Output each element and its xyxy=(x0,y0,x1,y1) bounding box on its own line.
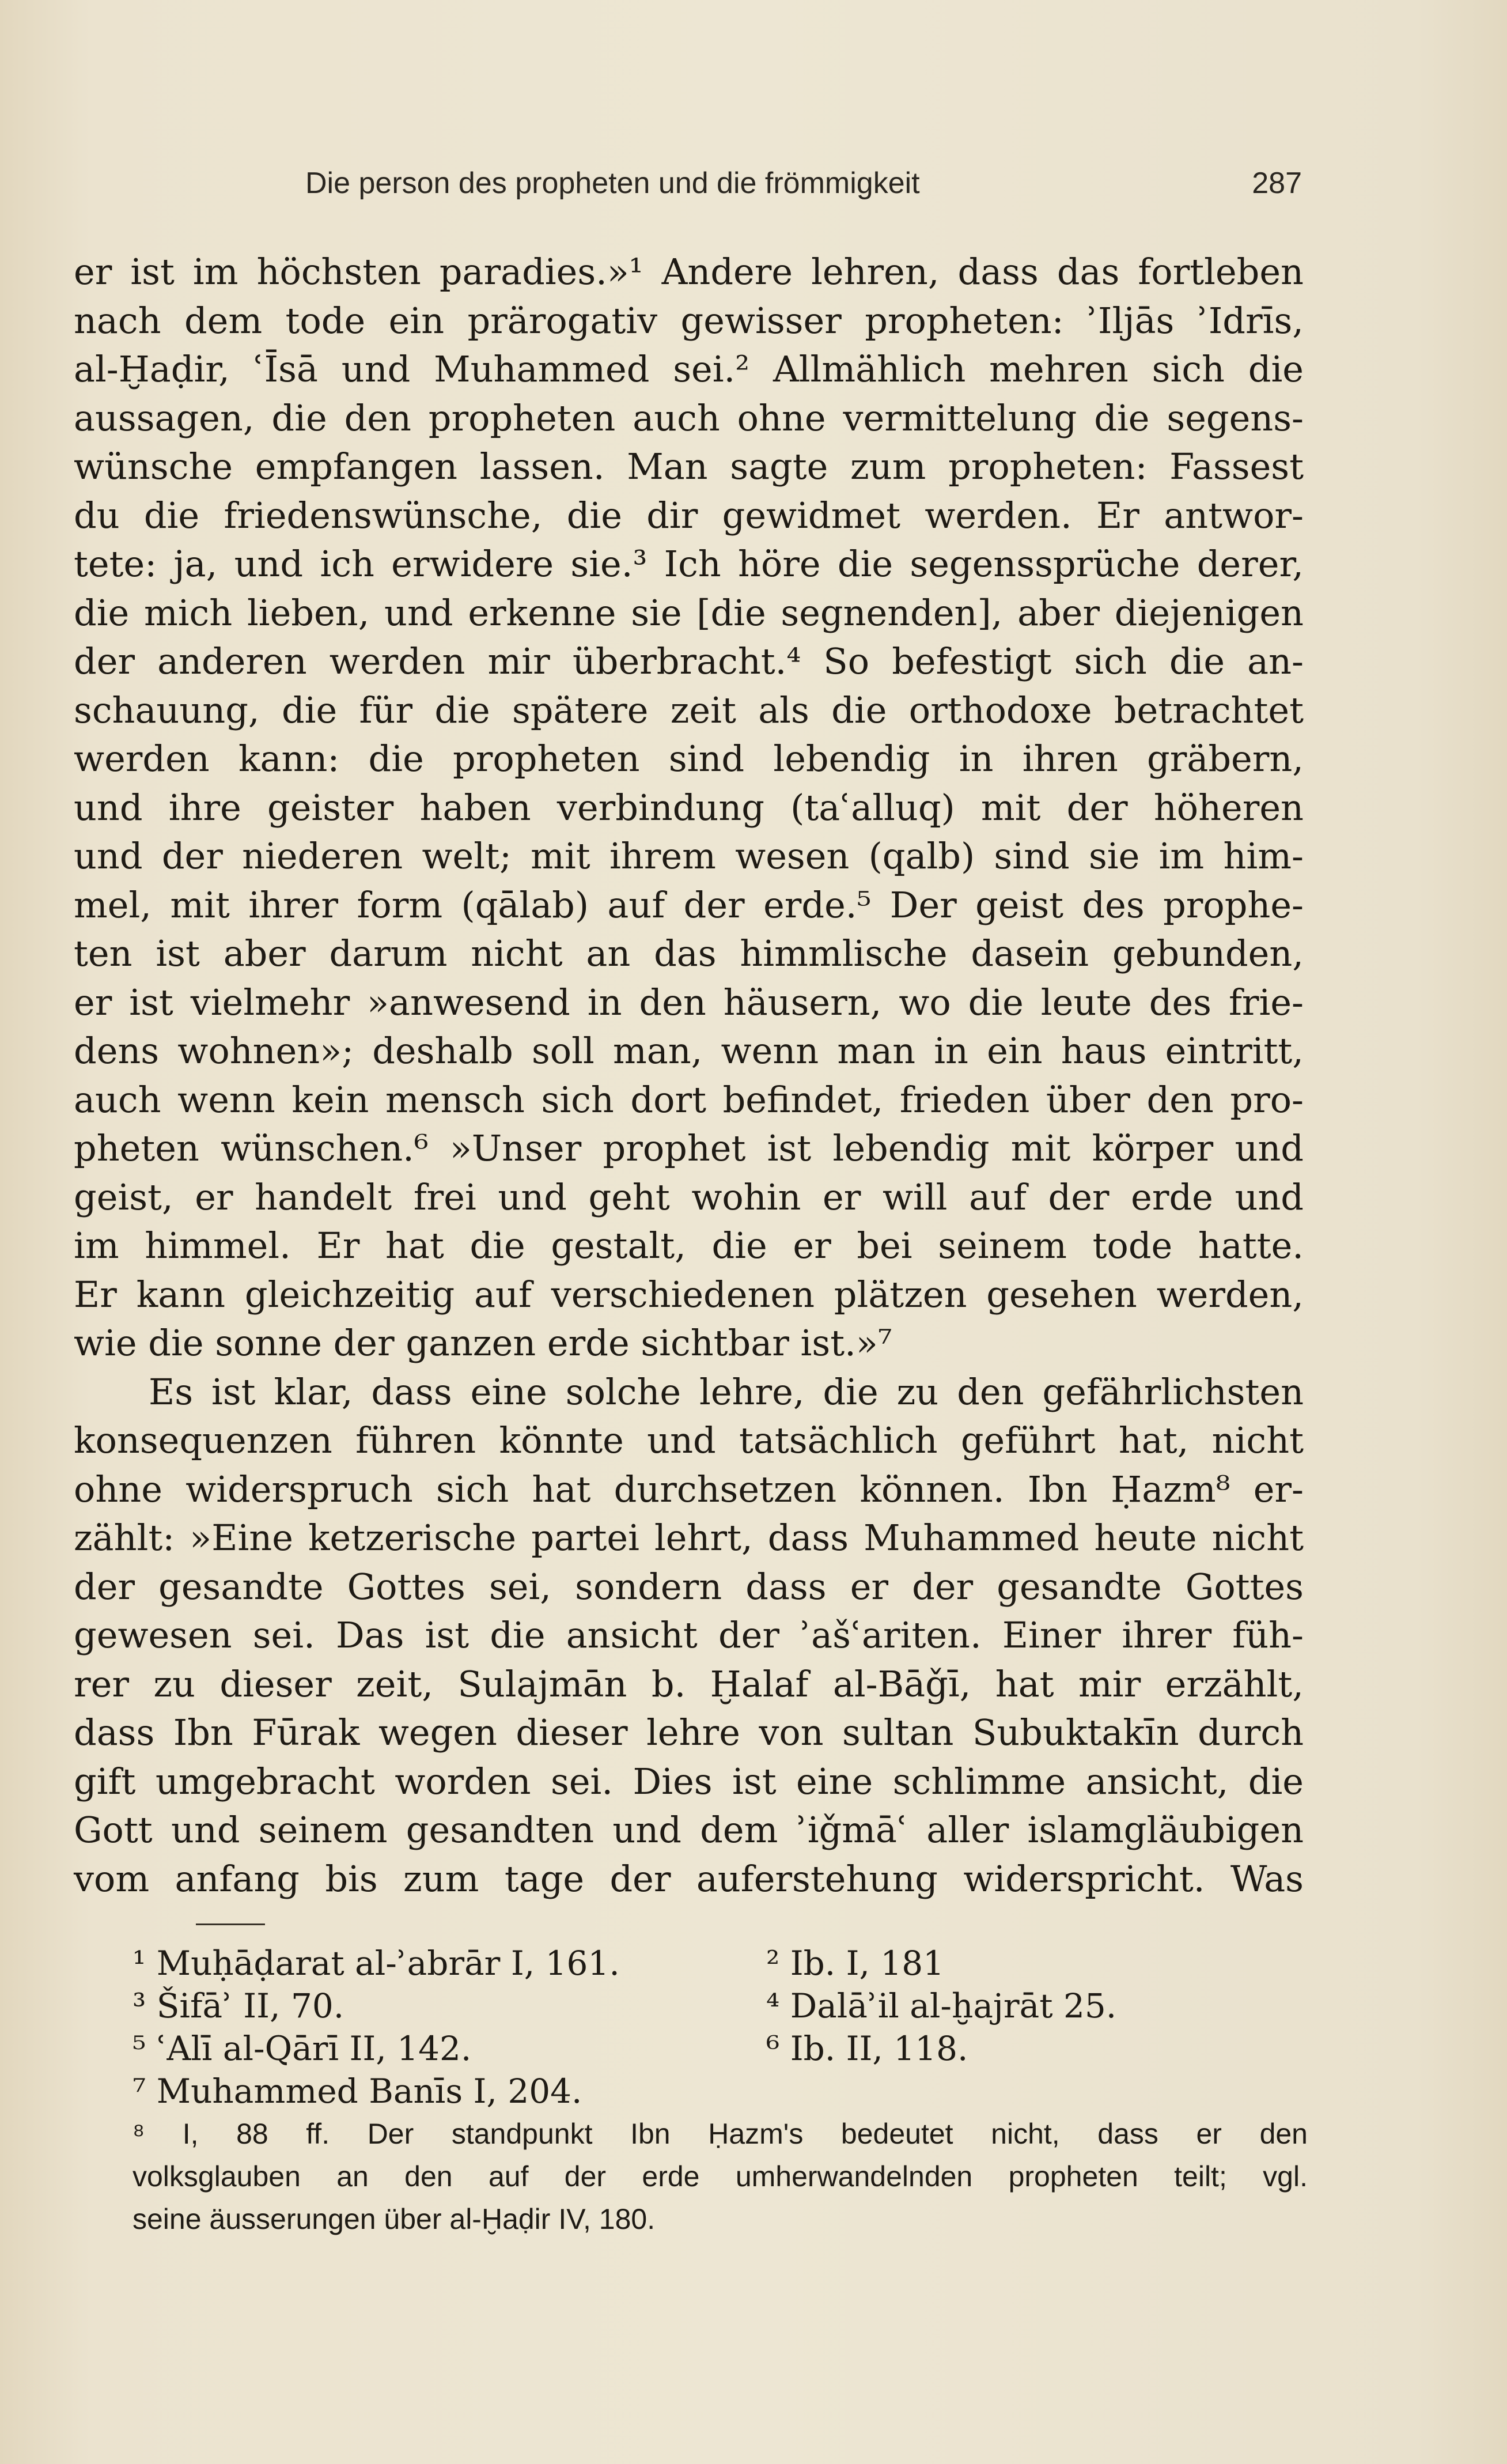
text-line: al-Ḫaḍir, ʿĪsā und Muhammed sei.² Allmählich mehren sich die xyxy=(74,348,1304,390)
text-line: vom anfang bis zum tage der auferstehung widerspricht. Was xyxy=(74,1857,1304,1900)
footnote-row xyxy=(132,1985,1308,2027)
text-line: dens wohnen»; deshalb soll man, wenn man in ein haus eintritt, xyxy=(74,1030,1304,1072)
footnote-8-line: seine äusserungen über al-Ḫaḍir IV, 180. xyxy=(132,2203,656,2235)
text-line: im himmel. Er hat die gestalt, die er bei seinem tode hatte. xyxy=(74,1225,1304,1267)
footnote-5: ⁵ ʿAlī al-Qārī II, 142. xyxy=(132,2029,472,2068)
text-line: und ihre geister haben verbindung (taʿalluq) mit der höheren xyxy=(74,786,1304,829)
text-line: und der niederen welt; mit ihrem wesen (qalb) sind sie im him- xyxy=(74,835,1304,877)
text-line: dass Ibn Fūrak wegen dieser lehre von sultan Subuktakīn durch xyxy=(74,1711,1304,1753)
text-line: Er kann gleichzeitig auf verschiedenen plätzen gesehen werden, xyxy=(74,1273,1304,1316)
footnote-row xyxy=(132,2070,1308,2112)
text-line: konsequenzen führen könnte und tatsächlich geführt hat, nicht xyxy=(74,1419,1304,1461)
text-line: er ist vielmehr »anwesend in den häusern, wo die leute des frie- xyxy=(74,981,1304,1023)
text-line: zählt: »Eine ketzerische partei lehrt, dass Muhammed heute nicht xyxy=(74,1517,1304,1559)
footnote-4: ⁴ Dalāʾil al-ḫajrāt 25. xyxy=(766,1986,1117,2025)
text-line: ten ist aber darum nicht an das himmlische dasein gebunden, xyxy=(74,932,1304,974)
text-line: geist, er handelt frei und geht wohin er will auf der erde und xyxy=(74,1176,1304,1218)
footnote-row xyxy=(132,2027,1308,2070)
footnote-8-line: ⁸ I, 88 ff. Der standpunkt Ibn Ḥazm's bedeutet nicht, dass er den xyxy=(132,2118,1308,2150)
footnote-6: ⁶ Ib. II, 118. xyxy=(766,2029,968,2068)
text-line: ohne widerspruch sich hat durchsetzen können. Ibn Ḥazm⁸ er- xyxy=(74,1468,1304,1510)
text-line: mel, mit ihrer form (qālab) auf der erde.⁵ Der geist des prophe- xyxy=(74,883,1304,926)
text-line: du die friedenswünsche, die dir gewidmet werden. Er antwor- xyxy=(74,494,1304,536)
text-line: er ist im höchsten paradies.»¹ Andere lehren, dass das fortleben xyxy=(74,251,1304,293)
footnote-row xyxy=(132,1942,1308,1985)
footnote-separator xyxy=(196,1923,265,1925)
text-line: der gesandte Gottes sei, sondern dass er der gesandte Gottes xyxy=(74,1565,1304,1608)
text-line: tete: ja, und ich erwidere sie.³ Ich höre die segenssprüche derer, xyxy=(74,543,1304,585)
footnote-3: ³ Šifāʾ II, 70. xyxy=(132,1986,344,2025)
footnote-7: ⁷ Muhammed Banīs I, 204. xyxy=(132,2072,582,2111)
body-text xyxy=(74,248,1304,1903)
footnotes xyxy=(132,1942,1308,2240)
text-line: aussagen, die den propheten auch ohne vermittelung die segens- xyxy=(74,396,1304,439)
text-line: die mich lieben, und erkenne sie [die segnenden], aber diejenigen xyxy=(74,591,1304,634)
text-line: Gott und seinem gesandten und dem ʾiǧmāʿ aller islamgläubigen xyxy=(74,1809,1304,1851)
text-line: rer zu dieser zeit, Sulajmān b. Ḫalaf al-Bāǧī, hat mir erzählt, xyxy=(74,1662,1304,1705)
footnote-8-line: volksglauben an den auf der erde umherwandelnden propheten teilt; vgl. xyxy=(132,2160,1308,2193)
text-line: der anderen werden mir überbracht.⁴ So befestigt sich die an- xyxy=(74,640,1304,682)
text-line: Es ist klar, dass eine solche lehre, die zu den gefährlichsten xyxy=(149,1370,1304,1413)
text-line: gewesen sei. Das ist die ansicht der ʾašʿariten. Einer ihrer füh- xyxy=(74,1614,1304,1656)
footnote-1: ¹ Muḥāḍarat al-ʾabrār I, 161. xyxy=(132,1944,620,1983)
text-line: werden kann: die propheten sind lebendig in ihren gräbern, xyxy=(74,738,1304,780)
page-number: 287 xyxy=(1252,167,1302,200)
text-line: wie die sonne der ganzen erde sichtbar ist.»⁷ xyxy=(74,1322,892,1364)
text-line: schauung, die für die spätere zeit als die orthodoxe betrachtet xyxy=(74,689,1304,731)
text-line: nach dem tode ein prärogativ gewisser propheten: ʾIljās ʾIdrīs, xyxy=(74,299,1304,342)
text-line: wünsche empfangen lassen. Man sagte zum propheten: Fassest xyxy=(74,445,1304,487)
footnote-2: ² Ib. I, 181 xyxy=(766,1944,945,1983)
text-line: auch wenn kein mensch sich dort befindet, frieden über den pro- xyxy=(74,1078,1304,1121)
text-line: pheten wünschen.⁶ »Unser prophet ist lebendig mit körper und xyxy=(74,1127,1304,1169)
text-line: gift umgebracht worden sei. Dies ist eine schlimme ansicht, die xyxy=(74,1760,1304,1802)
running-title: Die person des propheten und die frömmigkeit xyxy=(305,167,920,200)
